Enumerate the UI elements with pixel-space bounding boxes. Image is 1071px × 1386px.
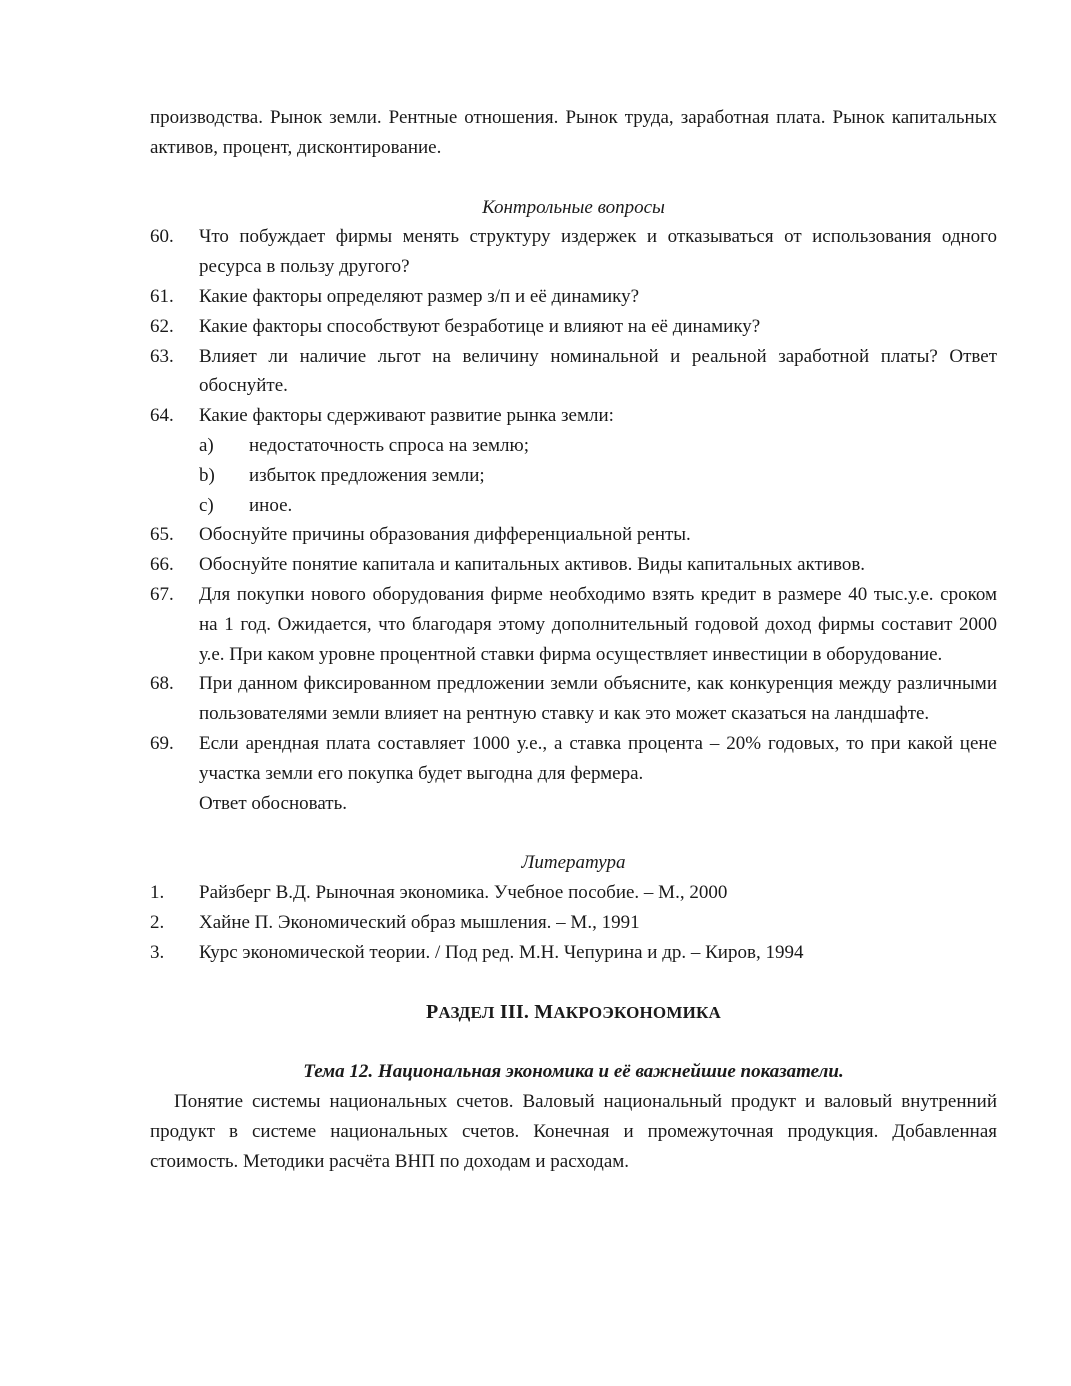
item-number: 62.: [150, 315, 174, 337]
item-number: 67.: [150, 583, 174, 605]
item-number: 61.: [150, 285, 174, 307]
sub-item-letter: a): [199, 434, 214, 456]
item-number: 2.: [150, 911, 165, 933]
list-item: [150, 222, 997, 282]
sub-item-text: иное.: [249, 494, 293, 516]
literature-list: [150, 878, 997, 967]
item-number: 1.: [150, 882, 165, 904]
list-item: [150, 908, 997, 938]
section-title-initial-2: М: [534, 1000, 554, 1023]
item-text: Какие факторы сдерживают развитие рынка земли:: [199, 405, 614, 427]
sub-item-letter: b): [199, 464, 215, 486]
item-number: 3.: [150, 941, 165, 963]
list-item: [150, 312, 997, 342]
section-title-initial: Р: [425, 1000, 439, 1023]
list-item: [150, 878, 997, 908]
item-number: 68.: [150, 673, 174, 695]
sub-item-text: избыток предложения земли;: [249, 464, 485, 486]
sub-list-item: [150, 431, 997, 461]
list-item: [150, 669, 997, 729]
item-number: 63.: [150, 345, 174, 367]
item-number: 66.: [150, 554, 174, 576]
sub-item-text: недостаточность спроса на землю;: [249, 434, 529, 456]
literature-heading: Литература: [521, 852, 626, 874]
list-item: [150, 729, 997, 818]
item-text: [199, 729, 997, 818]
list-item: [150, 342, 997, 402]
sub-list-item: [150, 461, 997, 491]
list-item: [150, 550, 997, 580]
sub-list-item: [150, 491, 997, 521]
section-title-word: АЗДЕЛ: [438, 1002, 495, 1022]
item-number: 64.: [150, 405, 174, 427]
item-text: Какие факторы способствуют безработице и влияют на её динамику?: [199, 315, 761, 337]
topic-title: Тема 12. Национальная экономика и её важнейшие показатели.: [303, 1061, 844, 1083]
item-text: Что побуждает фирмы менять структуру издержек и отказываться от использования одного ресурса в пользу другого?: [199, 226, 997, 278]
item-text: Курс экономической теории. / Под ред. М.Н. Чепурина и др. – Киров, 1994: [199, 941, 804, 963]
list-item: [150, 938, 997, 968]
item-number: 69.: [150, 732, 174, 754]
page-content: [150, 103, 997, 1177]
topic-paragraph: Понятие системы национальных счетов. Валовый национальный продукт и валовый внутренний продукт в системе национальных счетов. Конечная и промежуточная продукция. Добавленная стоимость. Методики расчёта ВНП по доходам и расходам.: [150, 1091, 997, 1172]
item-text: Обоснуйте причины образования дифференциальной ренты.: [199, 524, 691, 546]
item-text: Влияет ли наличие льгот на величину номинальной и реальной заработной платы? Ответ обоснуйте.: [199, 345, 997, 397]
questions-list: [150, 222, 997, 818]
item-text: Обоснуйте понятие капитала и капитальных активов. Виды капитальных активов.: [199, 554, 866, 576]
item-text: Какие факторы определяют размер з/п и её динамику?: [199, 285, 640, 307]
list-item: [150, 520, 997, 550]
section-title-word-2: АКРОЭКОНОМИКА: [553, 1002, 722, 1022]
list-item: [150, 580, 997, 669]
item-text-extra: Ответ обосновать.: [199, 792, 347, 814]
item-text: Райзберг В.Д. Рыночная экономика. Учебное пособие. – М., 2000: [199, 882, 728, 904]
item-text-main: Если арендная плата составляет 1000 у.е., а ставка процента – 20% годовых, то при какой цене участка земли его покупка будет выгодна для фермера.: [199, 732, 997, 784]
item-text: Хайне П. Экономический образ мышления. – М., 1991: [199, 911, 640, 933]
section-title-number: III.: [494, 1000, 535, 1023]
list-item: [150, 282, 997, 312]
list-item: [150, 401, 997, 431]
sub-item-letter: c): [199, 494, 214, 516]
intro-paragraph: производства. Рынок земли. Рентные отношения. Рынок труда, заработная плата. Рынок капитальных активов, процент, дисконтирование.: [150, 107, 997, 158]
item-text: Для покупки нового оборудования фирме необходимо взять кредит в размере 40 тыс.у.е. сроком на 1 год. Ожидается, что благодаря этому дополнительный годовой доход фирмы составит 2000 у.е. При каком уровне процентной ставки фирма осуществляет инвестиции в оборудование.: [199, 583, 997, 665]
item-number: 65.: [150, 524, 174, 546]
questions-heading: Контрольные вопросы: [482, 196, 665, 218]
item-number: 60.: [150, 226, 174, 248]
item-text: При данном фиксированном предложении земли объясните, как конкуренция между различными пользователями земли влияет на рентную ставку и как это может сказаться на ландшафте.: [199, 673, 997, 725]
section-title: [150, 998, 997, 1028]
